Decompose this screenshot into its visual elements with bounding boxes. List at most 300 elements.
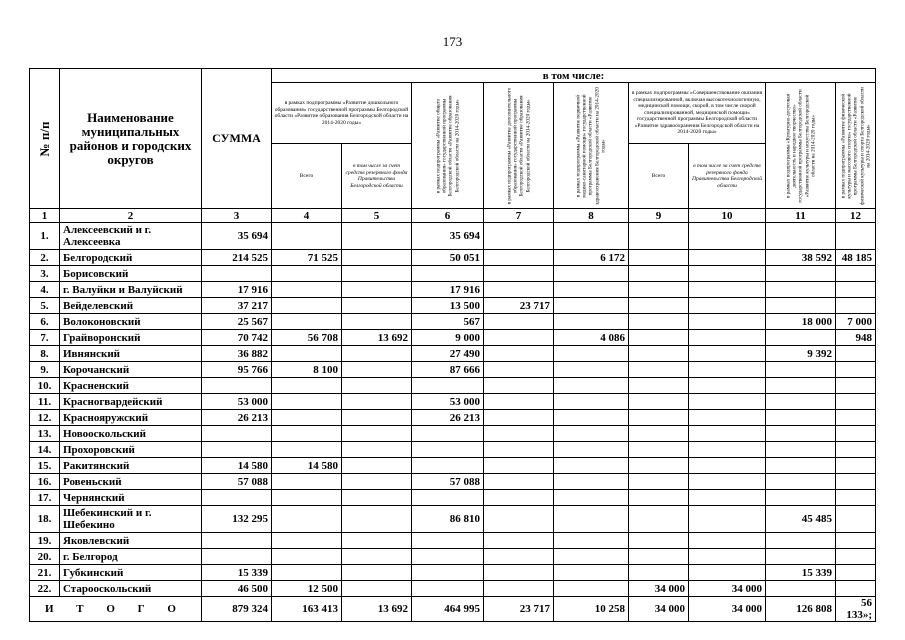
row-value: [689, 298, 766, 314]
row-value: [836, 533, 876, 549]
row-value: [412, 533, 484, 549]
row-value: [484, 266, 554, 282]
row-value: [766, 426, 836, 442]
total-value: 56 133»;: [836, 597, 876, 622]
row-value: 56 708: [272, 330, 342, 346]
row-number: 7.: [30, 330, 60, 346]
row-value: [272, 490, 342, 506]
row-value: [689, 549, 766, 565]
row-value: [554, 474, 629, 490]
row-number: 22.: [30, 581, 60, 597]
row-value: [689, 474, 766, 490]
row-value: [554, 223, 629, 250]
district-name: Борисовский: [60, 266, 202, 282]
row-value: [484, 565, 554, 581]
row-value: [554, 549, 629, 565]
table-row: [30, 362, 876, 378]
row-value: [272, 426, 342, 442]
row-value: [766, 362, 836, 378]
header-medical-total: Всего: [629, 144, 689, 209]
row-value: [766, 490, 836, 506]
row-value: [836, 506, 876, 533]
row-value: [554, 490, 629, 506]
row-value: [554, 581, 629, 597]
row-value: [554, 565, 629, 581]
row-value: [689, 506, 766, 533]
row-value: 27 490: [412, 346, 484, 362]
row-number: 11.: [30, 394, 60, 410]
row-value: [202, 266, 272, 282]
row-value: 17 916: [202, 282, 272, 298]
col-index: 12: [836, 209, 876, 223]
row-value: 53 000: [412, 394, 484, 410]
row-value: [766, 266, 836, 282]
district-name: Ивнянский: [60, 346, 202, 362]
row-value: [689, 330, 766, 346]
row-value: [836, 442, 876, 458]
table-row: [30, 506, 876, 533]
row-value: [412, 581, 484, 597]
row-value: [766, 410, 836, 426]
row-value: [836, 362, 876, 378]
district-name: Красногвардейский: [60, 394, 202, 410]
row-value: 38 592: [766, 250, 836, 266]
row-value: [629, 410, 689, 426]
row-value: [554, 426, 629, 442]
row-value: [342, 298, 412, 314]
row-number: 1.: [30, 223, 60, 250]
row-value: [342, 458, 412, 474]
row-number: 18.: [30, 506, 60, 533]
row-value: [689, 426, 766, 442]
row-value: 15 339: [766, 565, 836, 581]
row-value: [766, 298, 836, 314]
total-value: 464 995: [412, 597, 484, 622]
row-value: 13 500: [412, 298, 484, 314]
row-value: 132 295: [202, 506, 272, 533]
row-value: [836, 458, 876, 474]
row-value: [412, 442, 484, 458]
row-value: [629, 266, 689, 282]
row-value: 14 580: [272, 458, 342, 474]
row-value: [629, 282, 689, 298]
row-value: [342, 223, 412, 250]
row-value: [689, 250, 766, 266]
row-value: [554, 298, 629, 314]
row-number: 8.: [30, 346, 60, 362]
row-value: [484, 581, 554, 597]
row-value: [484, 549, 554, 565]
row-number: 21.: [30, 565, 60, 581]
row-value: [342, 314, 412, 330]
row-value: [412, 266, 484, 282]
header-group-preschool: в рамках подпрограммы «Развитие дошкольного образования» государственной программы Белгородской области «Развитие образования Белгородской области на 2014-2020 годы»: [272, 83, 412, 144]
row-value: 8 100: [272, 362, 342, 378]
row-value: [629, 442, 689, 458]
total-value: 34 000: [689, 597, 766, 622]
row-value: [484, 223, 554, 250]
row-value: [342, 490, 412, 506]
col-index: 1: [30, 209, 60, 223]
row-value: 57 088: [412, 474, 484, 490]
table-row: [30, 394, 876, 410]
row-value: [766, 378, 836, 394]
row-value: [484, 442, 554, 458]
row-value: [484, 410, 554, 426]
row-value: [342, 410, 412, 426]
row-value: [484, 362, 554, 378]
table-row: [30, 490, 876, 506]
row-value: [202, 549, 272, 565]
row-value: [342, 250, 412, 266]
row-value: [272, 442, 342, 458]
row-value: 9 392: [766, 346, 836, 362]
col-index: 4: [272, 209, 342, 223]
district-name: Новооскольский: [60, 426, 202, 442]
row-value: [629, 565, 689, 581]
row-value: 6 172: [554, 250, 629, 266]
row-value: [689, 442, 766, 458]
table-row: [30, 223, 876, 250]
row-value: [342, 394, 412, 410]
table-row: [30, 549, 876, 565]
row-value: 17 916: [412, 282, 484, 298]
row-value: [629, 223, 689, 250]
row-value: [836, 581, 876, 597]
table-row: [30, 565, 876, 581]
row-number: 20.: [30, 549, 60, 565]
row-value: [766, 458, 836, 474]
header-preschool-total: Всего: [272, 144, 342, 209]
row-value: [272, 533, 342, 549]
row-value: [272, 266, 342, 282]
row-value: [342, 426, 412, 442]
row-number: 17.: [30, 490, 60, 506]
row-value: [629, 298, 689, 314]
header-name: Наименование муниципальных районов и городских округов: [60, 69, 202, 209]
row-value: [836, 490, 876, 506]
row-value: [412, 549, 484, 565]
row-value: [629, 490, 689, 506]
district-name: Краснояружский: [60, 410, 202, 426]
row-value: [342, 565, 412, 581]
row-number: 9.: [30, 362, 60, 378]
district-name: Грайворонский: [60, 330, 202, 346]
total-value: 163 413: [272, 597, 342, 622]
table-row: [30, 266, 876, 282]
total-label: И Т О Г О: [30, 597, 202, 622]
header-col-8: в рамках подпрограммы «Развитие первичной медико-санитарной помощи» государственной программы Белгородской области «Развитие здравоохранения Белгородской области на 2014-2020 годы»: [554, 83, 629, 209]
row-value: [836, 266, 876, 282]
row-value: [342, 533, 412, 549]
row-value: 37 217: [202, 298, 272, 314]
row-value: [342, 442, 412, 458]
table-row: [30, 250, 876, 266]
row-value: [629, 426, 689, 442]
table-row: [30, 330, 876, 346]
row-value: [412, 458, 484, 474]
row-number: 3.: [30, 266, 60, 282]
row-value: [272, 378, 342, 394]
row-value: 13 692: [342, 330, 412, 346]
row-value: [554, 314, 629, 330]
row-value: [202, 378, 272, 394]
row-value: [272, 314, 342, 330]
row-value: 48 185: [836, 250, 876, 266]
row-value: [554, 533, 629, 549]
row-value: [689, 314, 766, 330]
row-value: [342, 506, 412, 533]
total-row: [30, 597, 876, 622]
row-value: [484, 506, 554, 533]
row-value: 35 694: [412, 223, 484, 250]
row-value: 34 000: [629, 581, 689, 597]
row-value: [412, 378, 484, 394]
row-value: 50 051: [412, 250, 484, 266]
row-value: [272, 346, 342, 362]
row-value: [342, 266, 412, 282]
row-value: [202, 426, 272, 442]
total-value: 13 692: [342, 597, 412, 622]
row-value: [836, 298, 876, 314]
row-value: [836, 565, 876, 581]
column-index-row: [30, 209, 876, 223]
row-value: 4 086: [554, 330, 629, 346]
row-value: [272, 549, 342, 565]
district-name: Шебекинский и г. Шебекино: [60, 506, 202, 533]
row-value: [342, 282, 412, 298]
row-value: [629, 330, 689, 346]
row-value: [272, 298, 342, 314]
row-value: [272, 474, 342, 490]
row-value: 14 580: [202, 458, 272, 474]
row-value: [836, 346, 876, 362]
header-sum: СУММА: [202, 69, 272, 209]
district-name: Прохоровский: [60, 442, 202, 458]
row-value: [272, 282, 342, 298]
total-value: 126 808: [766, 597, 836, 622]
district-name: г. Валуйки и Валуйский: [60, 282, 202, 298]
row-value: [484, 458, 554, 474]
row-value: [272, 410, 342, 426]
district-name: Ровеньский: [60, 474, 202, 490]
row-value: [689, 565, 766, 581]
row-number: 2.: [30, 250, 60, 266]
row-value: [689, 378, 766, 394]
row-value: 71 525: [272, 250, 342, 266]
table-row: [30, 474, 876, 490]
row-value: [342, 378, 412, 394]
district-name: Корочанский: [60, 362, 202, 378]
row-value: [342, 474, 412, 490]
row-value: 57 088: [202, 474, 272, 490]
row-value: 26 213: [412, 410, 484, 426]
col-index: 10: [689, 209, 766, 223]
row-value: [202, 533, 272, 549]
row-value: [629, 346, 689, 362]
row-value: [484, 282, 554, 298]
header-including: в том числе:: [272, 69, 876, 83]
row-value: 95 766: [202, 362, 272, 378]
row-value: [484, 330, 554, 346]
row-number: 5.: [30, 298, 60, 314]
table-row: [30, 298, 876, 314]
row-value: 23 717: [484, 298, 554, 314]
row-value: 18 000: [766, 314, 836, 330]
district-name: Яковлевский: [60, 533, 202, 549]
district-name: Волоконовский: [60, 314, 202, 330]
row-value: 87 666: [412, 362, 484, 378]
row-value: [484, 490, 554, 506]
table-row: [30, 533, 876, 549]
row-value: [484, 346, 554, 362]
col-index: 6: [412, 209, 484, 223]
row-value: 36 882: [202, 346, 272, 362]
row-value: [342, 581, 412, 597]
row-number: 12.: [30, 410, 60, 426]
row-value: [836, 426, 876, 442]
row-value: [836, 282, 876, 298]
header-col-12: в рамках подпрограммы «Развитие физической культуры и массового спорта» государственной программы Белгородской области «Развитие физической культуры и спорта Белгородской области на 2014-2020 годы»: [836, 83, 876, 209]
header-preschool-reserve: в том числе за счет средств резервного фонда Правительства Белгородской области: [342, 144, 412, 209]
row-value: [342, 346, 412, 362]
row-value: [554, 266, 629, 282]
row-value: [342, 362, 412, 378]
district-name: Ракитянский: [60, 458, 202, 474]
row-value: 86 810: [412, 506, 484, 533]
table-row: [30, 314, 876, 330]
row-value: [484, 426, 554, 442]
row-number: 16.: [30, 474, 60, 490]
row-value: [836, 410, 876, 426]
header-medical-reserve: в том числе за счет средств резервного фонда Правительства Белгородской области: [689, 144, 766, 209]
row-value: 35 694: [202, 223, 272, 250]
district-name: Красненский: [60, 378, 202, 394]
row-value: [272, 394, 342, 410]
row-value: [484, 314, 554, 330]
row-value: [766, 330, 836, 346]
row-value: [836, 223, 876, 250]
col-index: 11: [766, 209, 836, 223]
header-number: № п/п: [30, 69, 60, 209]
header-col-7: в рамках подпрограммы «Развитие дополнительного образования» государственной программы Белгородской области «Развитие образования Белгородской области на 2014-2020 годы»: [484, 83, 554, 209]
total-value: 879 324: [202, 597, 272, 622]
row-value: [629, 549, 689, 565]
budget-table: [29, 68, 876, 622]
col-index: 2: [60, 209, 202, 223]
row-value: [689, 266, 766, 282]
row-value: [629, 474, 689, 490]
district-name: Губкинский: [60, 565, 202, 581]
row-value: [629, 378, 689, 394]
row-value: [202, 442, 272, 458]
district-name: Вейделевский: [60, 298, 202, 314]
table-row: [30, 581, 876, 597]
row-value: 53 000: [202, 394, 272, 410]
row-value: [629, 506, 689, 533]
row-value: [554, 394, 629, 410]
row-value: [689, 458, 766, 474]
col-index: 9: [629, 209, 689, 223]
row-value: 25 567: [202, 314, 272, 330]
row-value: [766, 581, 836, 597]
row-number: 6.: [30, 314, 60, 330]
row-value: 45 485: [766, 506, 836, 533]
total-value: 10 258: [554, 597, 629, 622]
col-index: 3: [202, 209, 272, 223]
row-value: [689, 346, 766, 362]
row-value: [766, 549, 836, 565]
table-row: [30, 410, 876, 426]
col-index: 5: [342, 209, 412, 223]
district-name: г. Белгород: [60, 549, 202, 565]
row-number: 15.: [30, 458, 60, 474]
row-number: 14.: [30, 442, 60, 458]
row-value: [484, 474, 554, 490]
total-value: 34 000: [629, 597, 689, 622]
row-number: 10.: [30, 378, 60, 394]
district-name: Алексеевский и г. Алексеевка: [60, 223, 202, 250]
row-value: 214 525: [202, 250, 272, 266]
row-value: 26 213: [202, 410, 272, 426]
col-index: 7: [484, 209, 554, 223]
row-value: [272, 565, 342, 581]
district-name: Белгородский: [60, 250, 202, 266]
row-value: [766, 533, 836, 549]
row-value: [836, 549, 876, 565]
table-row: [30, 458, 876, 474]
row-value: [836, 394, 876, 410]
row-value: [412, 565, 484, 581]
row-value: 9 000: [412, 330, 484, 346]
table-row: [30, 346, 876, 362]
row-value: 34 000: [689, 581, 766, 597]
row-value: [412, 490, 484, 506]
district-name: Чернянский: [60, 490, 202, 506]
row-value: [836, 378, 876, 394]
row-value: [689, 223, 766, 250]
row-value: [689, 362, 766, 378]
table-row: [30, 426, 876, 442]
row-value: [629, 250, 689, 266]
header-col-11: в рамках подпрограммы «Культурно-досуговая деятельность и народное творчество» государственной программы Белгородской области «Развитие культуры и искусства Белгородской области на 2014-2020 годы»: [766, 83, 836, 209]
row-value: [629, 362, 689, 378]
row-value: [629, 458, 689, 474]
row-value: 7 000: [836, 314, 876, 330]
row-value: [766, 282, 836, 298]
table-row: [30, 282, 876, 298]
page-number: 173: [442, 34, 463, 49]
row-value: 15 339: [202, 565, 272, 581]
row-value: [484, 533, 554, 549]
row-value: [554, 506, 629, 533]
row-value: [272, 506, 342, 533]
row-value: [554, 378, 629, 394]
row-value: [484, 394, 554, 410]
row-value: [766, 474, 836, 490]
row-value: [554, 442, 629, 458]
row-value: [554, 362, 629, 378]
row-value: [689, 282, 766, 298]
row-value: [272, 223, 342, 250]
row-value: 948: [836, 330, 876, 346]
header-group-medical: в рамках подпрограммы «Совершенствование оказания специализированной, включая высокотехнологичную, медицинской помощи, скорой, в том числе скорой специализированной, медицинской помощи» государственной программы Белгородской области «Развитие здравоохранения Белгородской области на 2014-2020 годы»: [629, 83, 766, 144]
row-value: [766, 442, 836, 458]
row-value: [629, 314, 689, 330]
row-value: [766, 223, 836, 250]
row-value: [836, 474, 876, 490]
row-value: [689, 490, 766, 506]
